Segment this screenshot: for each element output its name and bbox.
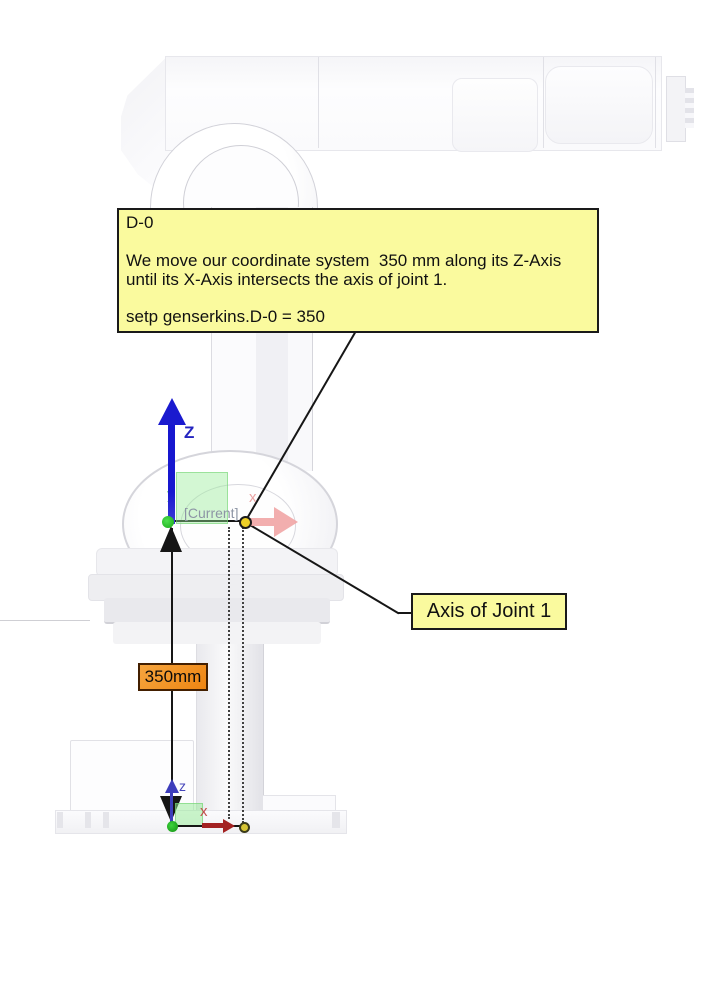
robot-base-disk — [96, 548, 338, 577]
callout-text-line1: We move our coordinate system 350 mm along its Z-Axis — [126, 251, 562, 270]
robot-arm-housing — [545, 66, 653, 144]
z-axis-arrow — [168, 424, 175, 524]
floor-line — [0, 620, 90, 621]
robot-base-disk — [104, 598, 330, 624]
callout-command: setp genserkins.D-0 = 350 — [126, 307, 325, 326]
current-frame-label: [Current] — [184, 505, 239, 521]
z-axis-label: Z — [184, 423, 195, 442]
robot-base-disk — [113, 622, 321, 644]
frame-origin-marker — [162, 516, 174, 528]
base-x-axis-arrowhead — [223, 819, 235, 833]
leader-line-to-joint-label — [398, 612, 412, 614]
base-z-axis-arrow — [170, 792, 173, 822]
dimension-arrow-up — [160, 526, 182, 552]
callout-box — [117, 208, 599, 333]
joint1-axis-label-box — [411, 593, 567, 630]
base-y-plane-marker — [175, 803, 203, 826]
joint1-axis-dotted-line — [242, 527, 244, 823]
x-axis-label: x — [249, 489, 257, 506]
joint1-axis-dotted-line — [228, 527, 230, 819]
dimension-label: 350mm — [144, 667, 202, 686]
robot-base-foot — [57, 812, 63, 828]
base-joint1-axis-marker — [239, 822, 250, 833]
robot-base-foot — [103, 812, 109, 828]
base-x-axis-label: x — [200, 803, 208, 820]
robot-wrist-flange — [666, 76, 686, 142]
robot-base-foot — [85, 812, 91, 828]
z-axis-arrowhead — [158, 398, 186, 425]
joint1-axis-point-marker — [239, 516, 252, 529]
robot-arm-seam — [655, 57, 656, 148]
robot-arm-seam — [318, 57, 319, 148]
callout-title: D-0 — [126, 213, 154, 232]
callout-text-line2: until its X-Axis intersects the axis of joint 1. — [126, 270, 448, 289]
base-z-axis-arrowhead — [165, 779, 179, 793]
robot-arm-housing — [452, 78, 538, 152]
robot-arm-seam — [543, 57, 544, 148]
base-x-axis-arrow — [202, 823, 224, 828]
robot-wrist-connector — [685, 88, 694, 128]
robot-base-foot — [332, 812, 340, 828]
base-origin-marker — [167, 821, 178, 832]
x-axis-arrowhead — [274, 507, 298, 537]
dimension-label-box — [138, 663, 208, 691]
robot-base-disk — [88, 574, 344, 601]
joint1-axis-label: Axis of Joint 1 — [426, 600, 552, 622]
base-z-axis-label: z — [179, 778, 186, 794]
